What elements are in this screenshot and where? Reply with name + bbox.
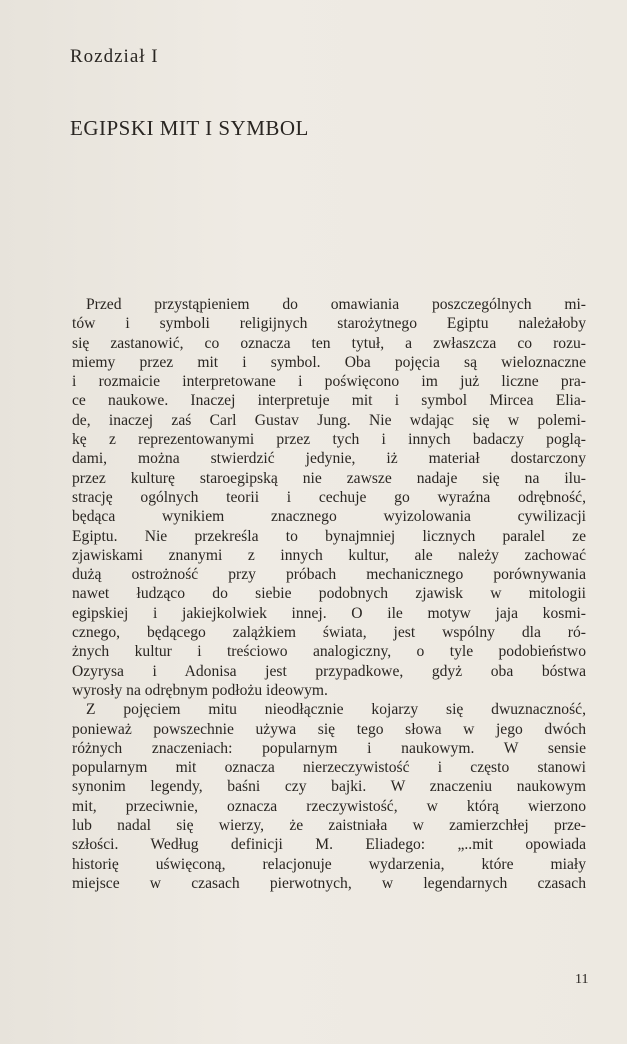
text-line: Przed przystąpieniem do omawiania poszczególnych mi- [86, 296, 586, 313]
text-line: tów i symboli religijnych starożytnego Egiptu należałoby [72, 315, 586, 333]
text-line: dużą ostrożność przy próbach mechanicznego porównywania [72, 566, 586, 584]
body-text [72, 295, 586, 893]
text-line: lub nadal się wierzy, że zaistniała w zamierzchłej prze- [72, 817, 586, 835]
text-line: de, inaczej zaś Carl Gustav Jung. Nie wdając się w polemi- [72, 411, 586, 429]
text-line: Ozyrysa i Adonisa jest przypadkowe, gdyż oba bóstwa [72, 662, 586, 680]
text-line: mit, przeciwnie, oznacza rzeczywistość, w którą wierzono [72, 797, 586, 815]
text-line: egipskiej i jakiejkolwiek innej. O ile motyw jaja kosmi- [72, 604, 586, 622]
text-line: ce naukowe. Inaczej interpretuje mit i symbol Mircea Elia- [72, 392, 586, 410]
text-line: zjawiskami znanymi z innych kultur, ale należy zachować [72, 546, 586, 564]
text-line: Z pojęciem mitu nieodłącznie kojarzy się dwuznaczność, [86, 701, 586, 719]
text-line: dami, można stwierdzić jedynie, iż materiał dostarczony [72, 450, 586, 468]
text-line: miejsce w czasach pierwotnych, w legendarnych czasach [72, 874, 586, 892]
page-number: 11 [575, 972, 589, 987]
text-line: będąca wynikiem znacznego wyizolowania cywilizacji [72, 508, 586, 526]
text-line: popularnym mit oznacza nierzeczywistość i często stanowi [72, 759, 586, 777]
text-line: się zastanowić, co oznacza ten tytuł, a zwłaszcza co rozu- [72, 334, 586, 352]
text-line: historię uświęconą, relacjonuje wydarzenia, które miały [72, 855, 586, 873]
text-line: Egiptu. Nie przekreśla to bynajmniej licznych paralel ze [72, 527, 586, 545]
chapter-heading: Rozdział I [70, 46, 159, 67]
text-line: i rozmaicie interpretowane i poświęcono im już liczne pra- [72, 373, 586, 391]
text-line: synonim legendy, baśni czy bajki. W znaczeniu naukowym [72, 778, 586, 796]
chapter-title: EGIPSKI MIT I SYMBOL [70, 116, 309, 140]
text-line: szłości. Według definicji M. Eliadego: „..mit opowiada [72, 836, 586, 854]
text-line: żnych kultur i treściowo analogiczny, o tyle podobieństwo [72, 643, 586, 661]
text-line: cznego, będącego zalążkiem świata, jest wspólny dla ró- [72, 624, 586, 642]
text-line: kę z reprezentowanymi przez tych i innych badaczy poglą- [72, 431, 586, 449]
text-line: ponieważ powszechnie używa się tego słowa w jego dwóch [72, 720, 586, 738]
text-line: miemy przez mit i symbol. Oba pojęcia są wieloznaczne [72, 353, 586, 371]
text-line: strację ogólnych teorii i cechuje go wyraźna odrębność, [72, 488, 586, 506]
text-line: przez kulturę staroegipską nie zawsze nadaje się na ilu- [72, 469, 586, 487]
text-line: wyrosły na odrębnym podłożu ideowym. [72, 681, 328, 699]
text-line: różnych znaczeniach: popularnym i naukowym. W sensie [72, 739, 586, 757]
text-line: nawet łudząco do siebie podobnych zjawisk w mitologii [72, 585, 586, 603]
